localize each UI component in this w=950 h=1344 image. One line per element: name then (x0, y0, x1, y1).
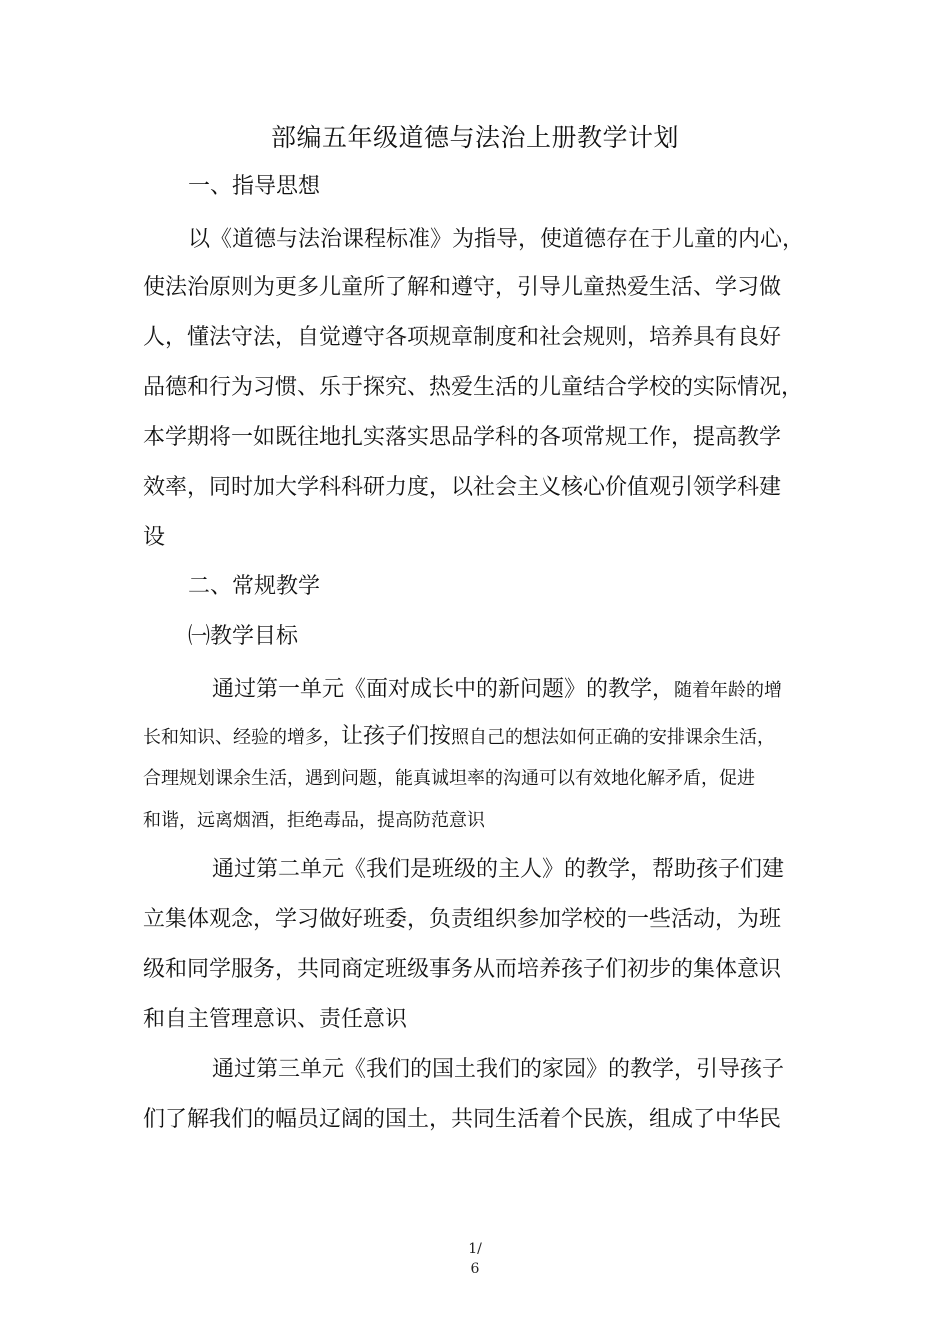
paragraph-line: 效率，同时加大学科科研力度，以社会主义核心价值观引领学科建 (143, 475, 782, 500)
unit2-line: 通过第二单元《我们是班级的主人》的教学，帮助孩子们建 (212, 857, 785, 882)
unit1-line-1 (212, 674, 782, 705)
paragraph-line: 品德和行为习惯、乐于探究、热爱生活的儿童结合学校的实际情况， (143, 375, 804, 400)
unit3-line: 通过第三单元《我们的国土我们的家园》的教学，引导孩子 (212, 1057, 785, 1082)
paragraph-line: 人，懂法守法，自觉遵守各项规章制度和社会规则，培养具有良好 (143, 325, 782, 350)
unit1-line-2-part-b: 让孩子们按 (341, 724, 452, 749)
unit1-line-2-part-a: 长和知识、经验的增多， (143, 727, 341, 748)
unit2-line: 和自主管理意识、责任意识 (143, 1007, 408, 1032)
unit1-line-3: 合理规划课余生活，遇到问题，能真诚坦率的沟通可以有效地化解矛盾，促进 (143, 768, 755, 789)
page-number-top: 1/ (468, 1241, 482, 1257)
paragraph-line: 使法治原则为更多儿童所了解和遵守，引导儿童热爱生活、学习做 (143, 275, 782, 300)
unit1-line-2-part-c: 照自己的想法如何正确的安排课余生活， (451, 727, 776, 748)
section-heading-guiding-thought: 一、指导思想 (188, 174, 321, 199)
unit1-line-2 (143, 721, 775, 753)
unit3-line: 们了解我们的幅员辽阔的国土，共同生活着个民族，组成了中华民 (143, 1107, 782, 1132)
unit2-line: 级和同学服务，共同商定班级事务从而培养孩子们初步的集体意识 (143, 957, 782, 982)
unit1-line-1-part-b: 随着年龄的增 (674, 680, 783, 701)
document-title: 部编五年级道德与法治上册教学计划 (270, 123, 679, 152)
unit1-line-4: 和谐，远离烟酒，拒绝毒品，提高防范意识 (143, 810, 485, 831)
section-heading-regular-teaching: 二、常规教学 (188, 574, 321, 599)
paragraph-line: 设 (143, 525, 166, 550)
unit1-line-1-part-a: 通过第一单元《面对成长中的新问题》的教学， (212, 677, 675, 702)
subheading-teaching-goals: ㈠教学目标 (188, 624, 299, 649)
unit2-line: 立集体观念，学习做好班委，负责组织参加学校的一些活动，为班 (143, 907, 782, 932)
paragraph-line: 本学期将一如既往地扎实落实思品学科的各项常规工作，提高教学 (143, 425, 782, 450)
paragraph-line: 以《道德与法治课程标准》为指导，使道德存在于儿童的内心， (188, 227, 805, 252)
page-number-bottom: 6 (470, 1261, 480, 1277)
